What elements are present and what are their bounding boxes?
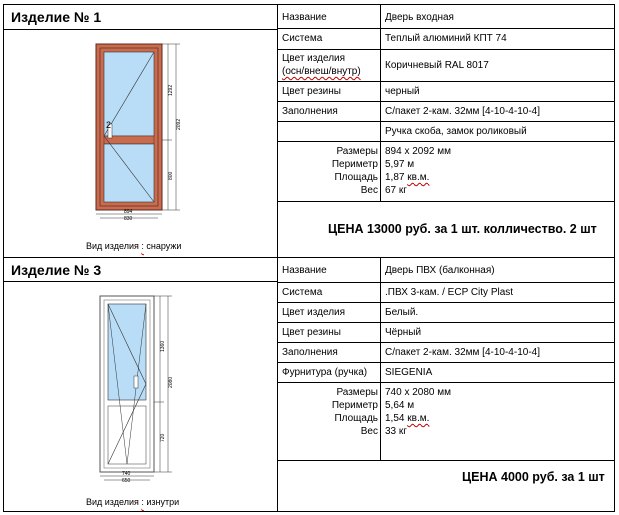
item-1-price: ЦЕНА 13000 руб. за 1 шт. колличество. 2 шт xyxy=(328,222,597,236)
spec-label-size: Размеры xyxy=(336,146,378,157)
spec-value-perimeter: 5,64 м xyxy=(385,400,415,411)
table-border xyxy=(3,257,615,258)
row-label-hardware: Фурнитура (ручка) xyxy=(282,367,368,378)
row-value-rubber: черный xyxy=(385,86,420,97)
row-label-color: Цвет изделия xyxy=(282,307,346,318)
row-value-hardware: SIEGENIA xyxy=(385,367,433,378)
table-border xyxy=(277,28,615,29)
row-value-system: Теплый алюминий КПТ 74 xyxy=(385,33,507,44)
table-border xyxy=(277,342,615,343)
table-border xyxy=(277,302,615,303)
dimension-label: 650 xyxy=(122,478,131,482)
table-border xyxy=(277,382,615,383)
row-label-rubber: Цвет резины xyxy=(282,327,341,338)
dimension-label: 830 xyxy=(124,216,133,220)
table-border xyxy=(277,201,615,202)
table-border xyxy=(3,29,278,30)
dimension-label: 1360 xyxy=(160,340,166,352)
row-value-extra: Ручка скоба, замок роликовый xyxy=(385,126,527,137)
spec-value-weight: 33 кг xyxy=(385,426,407,437)
row-value-color: Коричневый RAL 8017 xyxy=(385,60,489,71)
dimension-label: 894 xyxy=(124,209,133,215)
item-3-door-drawing xyxy=(88,292,200,482)
table-border xyxy=(277,322,615,323)
dimension-label: 2092 xyxy=(176,118,182,130)
row-value-fill: С/пакет 2-кам. 32мм [4-10-4-10-4] xyxy=(385,347,540,358)
row-label-fill: Заполнения xyxy=(282,347,338,358)
row-label-color-line2: (осн/внеш/внутр) xyxy=(282,66,361,77)
row-value-system: .ПВХ 3-кам. / ECP City Plast xyxy=(385,287,514,298)
caption-prefix: Вид изделия xyxy=(86,241,139,251)
spec-value-area: 1,87 кв.м. xyxy=(385,172,430,183)
table-border xyxy=(277,81,615,82)
spec-value-perimeter: 5,97 м xyxy=(385,159,415,170)
table-border xyxy=(380,258,381,460)
table-border xyxy=(277,282,615,283)
item-3-header: Изделие № 3 xyxy=(11,262,102,278)
item-1-header: Изделие № 1 xyxy=(11,9,102,25)
row-label-system: Система xyxy=(282,33,323,44)
table-border xyxy=(3,4,4,512)
table-border xyxy=(3,281,278,282)
spec-label-size: Размеры xyxy=(336,387,378,398)
table-border xyxy=(277,460,615,461)
row-label-name: Название xyxy=(282,265,327,276)
dimension-label: 720 xyxy=(160,433,166,442)
row-value-name: Дверь входная xyxy=(385,12,454,23)
spec-value-area: 1,54 кв.м. xyxy=(385,413,430,424)
row-label-fill: Заполнения xyxy=(282,106,338,117)
row-label-color-line1: Цвет изделия xyxy=(282,53,346,64)
spec-label-weight: Вес xyxy=(360,426,378,437)
row-label-name: Название xyxy=(282,12,327,23)
dimension-label: 2080 xyxy=(168,376,174,388)
table-border xyxy=(277,101,615,102)
spec-value-size: 894 x 2092 мм xyxy=(385,146,452,157)
dimension-label: 800 xyxy=(168,171,174,180)
row-value-color: Белый. xyxy=(385,307,419,318)
spec-value-size: 740 x 2080 мм xyxy=(385,387,452,398)
table-border xyxy=(277,141,615,142)
table-border xyxy=(277,362,615,363)
spec-label-perimeter: Периметр xyxy=(331,159,378,170)
row-value-fill: С/пакет 2-кам. 32мм [4-10-4-10-4] xyxy=(385,106,540,117)
row-value-rubber: Чёрный xyxy=(385,327,422,338)
table-border xyxy=(3,511,615,512)
spec-label-area: Площадь xyxy=(334,413,378,424)
caption-prefix: Вид изделия xyxy=(86,497,139,507)
table-border xyxy=(277,121,615,122)
table-border xyxy=(380,4,381,202)
item-1-door-drawing xyxy=(84,40,196,220)
item-1-caption: Вид изделия : снаружи xyxy=(86,241,182,251)
dimension-label: 1292 xyxy=(168,84,174,96)
item-3-caption: Вид изделия : изнутри xyxy=(86,497,180,507)
dimension-label: 740 xyxy=(122,471,131,477)
spec-label-weight: Вес xyxy=(360,185,378,196)
item-3-price: ЦЕНА 4000 руб. за 1 шт xyxy=(462,470,605,484)
table-border xyxy=(277,49,615,50)
caption-suffix: изнутри xyxy=(146,497,180,507)
row-value-name: Дверь ПВХ (балконная) xyxy=(385,265,495,276)
caption-suffix: снаружи xyxy=(146,241,182,251)
table-border xyxy=(3,4,615,5)
row-label-system: Система xyxy=(282,287,323,298)
spec-label-area: Площадь xyxy=(334,172,378,183)
spec-value-weight: 67 кг xyxy=(385,185,407,196)
spec-label-perimeter: Периметр xyxy=(331,400,378,411)
svg-text:2: 2 xyxy=(106,120,112,130)
row-label-rubber: Цвет резины xyxy=(282,86,341,97)
